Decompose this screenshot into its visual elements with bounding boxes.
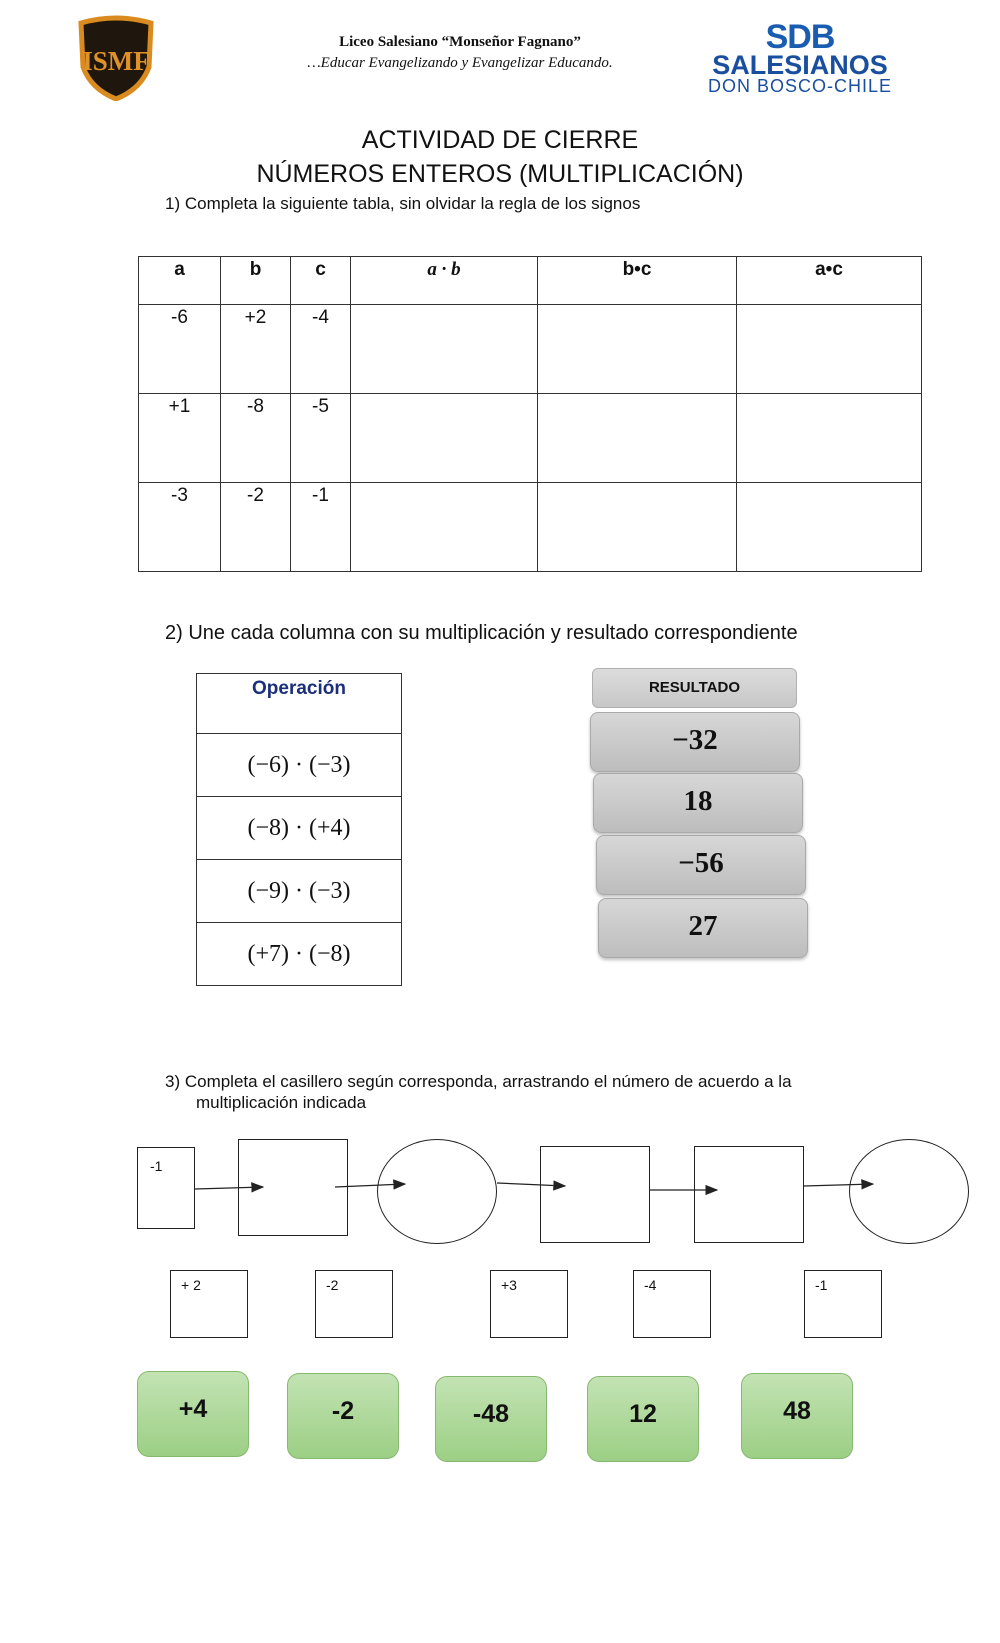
cell-c: -5 [291,394,351,483]
cell-b: -8 [221,394,291,483]
draggable-number[interactable]: 12 [587,1376,699,1462]
results-header: RESULTADO [592,668,797,708]
don-bosco-text: DON BOSCO-CHILE [707,76,893,96]
school-motto: …Educar Evangelizando y Evangelizar Educando. [307,55,613,71]
multiplier-value: +3 [501,1277,517,1293]
draggable-number[interactable]: -48 [435,1376,547,1462]
arrow [195,1187,263,1189]
header-a-times-c: a•c [737,257,922,305]
start-value: -1 [150,1158,163,1174]
operation-item: (−6) · (−3) [197,734,402,797]
arrow [497,1183,565,1186]
school-name: Liceo Salesiano “Monseñor Fagnano” [339,34,581,50]
header-c: c [291,257,351,305]
multiplier-box [490,1270,568,1338]
multiplier-value: -1 [815,1277,828,1293]
operations-header: Operación [197,674,402,734]
page-subtitle: NÚMEROS ENTEROS (MULTIPLICACIÓN) [256,160,744,188]
salesianos-text: SALESIANOS [712,50,888,80]
draggable-number[interactable]: 48 [741,1373,853,1459]
section2-instruction: 2) Une cada columna con su multiplicación y resultado correspondiente [165,622,798,644]
crest-letters: ISMF [82,46,150,76]
multiplier-box [804,1270,882,1338]
draggable-number[interactable]: -2 [287,1373,399,1459]
result-tile[interactable]: 27 [598,898,808,958]
cell-c: -1 [291,483,351,572]
section1-instruction: 1) Completa la siguiente tabla, sin olvidar la regla de los signos [165,194,641,213]
cell-a: -3 [139,483,221,572]
header-b-times-c: b•c [538,257,737,305]
result-tile[interactable]: −32 [590,712,800,772]
operation-item: (+7) · (−8) [197,923,402,986]
multiplier-value: + 2 [181,1277,201,1293]
arrow [804,1184,873,1186]
multiplier-box [170,1270,248,1338]
result-tile[interactable]: 18 [593,773,803,833]
cell-b: +2 [221,305,291,394]
operation-item: (−9) · (−3) [197,860,402,923]
multiplier-value: -4 [644,1277,657,1293]
cell-c: -4 [291,305,351,394]
result-tile[interactable]: −56 [596,835,806,895]
cell-a: -6 [139,305,221,394]
multiplier-value: -2 [326,1277,339,1293]
section3-instruction: 3) Completa el casillero según corresponda, arrastrando el número de acuerdo a la [165,1072,792,1091]
operation-item: (−8) · (+4) [197,797,402,860]
multiplier-box [315,1270,393,1338]
draggable-number[interactable]: +4 [137,1371,249,1457]
section3-instruction-continued: multiplicación indicada [196,1093,367,1112]
cell-a: +1 [139,394,221,483]
cell-b: -2 [221,483,291,572]
sdb-mark: SDB [765,18,835,56]
header-a-times-b: a · b [351,257,538,305]
header-b: b [221,257,291,305]
multiplier-box [633,1270,711,1338]
page-title: ACTIVIDAD DE CIERRE [361,126,639,154]
arrow [335,1184,405,1187]
header-a: a [139,257,221,305]
